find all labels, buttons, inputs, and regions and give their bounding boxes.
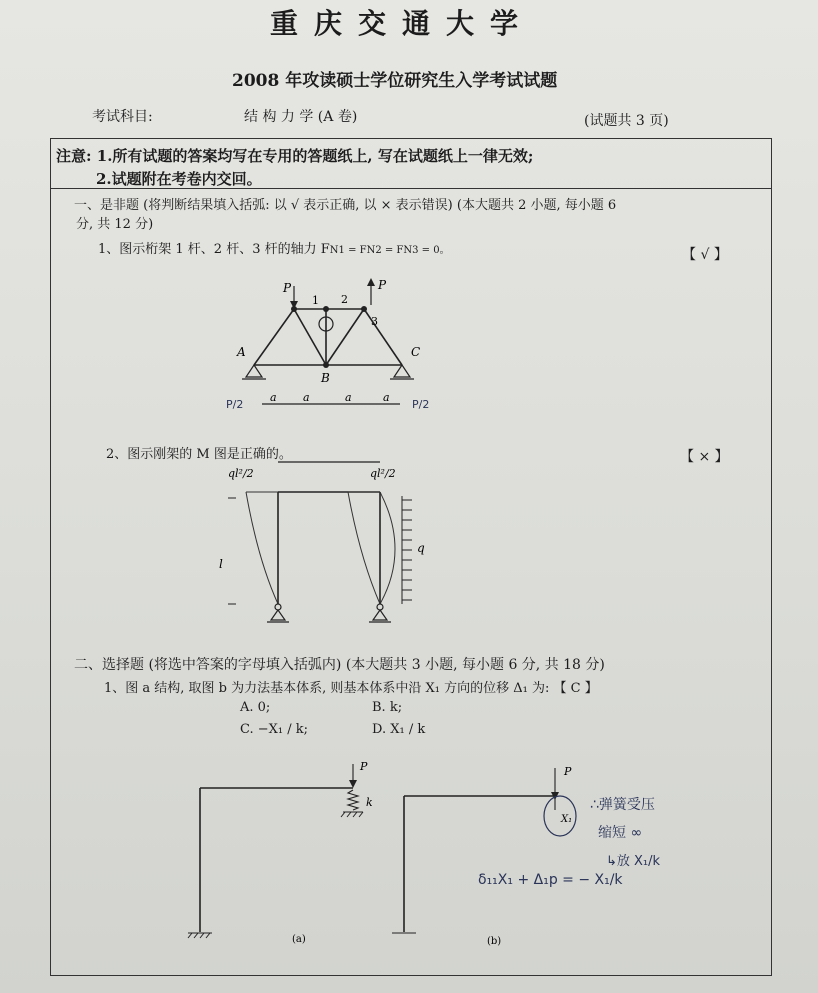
page-count: (试题共 3 页)	[584, 113, 669, 129]
section1-title-cont: 分, 共 12 分)	[76, 217, 154, 232]
truss-load-right: P	[378, 278, 387, 292]
bar-3-label: 3	[371, 315, 378, 328]
height-l-label: l	[219, 557, 223, 571]
s2-q1-text: 1、图 a 结构, 取图 b 为力法基本体系, 则基本体系中沿 X₁ 方向的位移 Δ₁ 为: 【 C 】	[104, 681, 598, 696]
hw-note-3: ↳放 X₁/k	[606, 854, 661, 869]
option-d: D. X₁ / k	[372, 722, 426, 737]
notice-line-1: 注意: 1.所有试题的答案均写在专用的答题纸上, 写在试题纸上一律无效;	[56, 147, 534, 165]
hw-note-2: 缩短 ∞	[598, 825, 643, 841]
hw-reaction-right: P/2	[412, 398, 430, 411]
span-a-1: a	[270, 391, 277, 404]
load-p-b: P	[564, 765, 572, 778]
q1-answer-bracket: 【 √ 】	[682, 247, 728, 263]
fig-a-caption: (a)	[292, 934, 306, 945]
hw-note-1: ∴弹簧受压	[590, 797, 655, 813]
fig-b-caption: (b)	[487, 936, 502, 947]
section2-title: 二、选择题 (将选中答案的字母填入括弧内) (本大题共 3 小题, 每小题 6 分, 共 18 分)	[74, 657, 605, 673]
load-q-label: q	[417, 541, 425, 555]
moment-right-label: ql²/2	[370, 467, 396, 480]
span-a-4: a	[383, 391, 390, 404]
exam-title: 2008 年攻读硕士学位研究生入学考试试题	[232, 71, 558, 91]
q1-text-main: 1、图示桁架 1 杆、2 杆、3 杆的轴力 F	[98, 242, 330, 257]
load-p-a: P	[360, 760, 368, 773]
notice-line-2: 2.试题附在考卷内交回。	[96, 170, 262, 188]
span-a-2: a	[303, 391, 310, 404]
option-c: C. −X₁ / k;	[240, 722, 309, 737]
hw-reaction-left: P/2	[226, 398, 244, 411]
option-a: A. 0;	[240, 700, 271, 715]
node-a-label: A	[237, 345, 246, 359]
hw-equation: δ₁₁X₁ + Δ₁p = − X₁/k	[478, 872, 623, 888]
section1-title: 一、是非题 (将判断结果填入括弧: 以 √ 表示正确, 以 × 表示错误) (本大题共 2 小题, 每小题 6	[74, 198, 617, 213]
q1-formula: N1 = FN2 = FN3 = 0。	[329, 245, 450, 256]
q2-text: 2、图示刚架的 M 图是正确的。	[106, 447, 292, 462]
span-a-3: a	[345, 391, 352, 404]
truss-load-left: P	[283, 281, 292, 295]
bar-2-label: 2	[341, 293, 348, 306]
university-name: 重庆交通大学	[270, 7, 535, 40]
subject-name: 结 构 力 学 (A 卷)	[244, 109, 358, 125]
x1-label: X₁	[561, 814, 573, 825]
subject-label: 考试科目:	[92, 109, 153, 125]
option-b: B. k;	[372, 700, 403, 715]
bar-1-label: 1	[312, 294, 319, 307]
moment-left-label: ql²/2	[228, 467, 254, 480]
node-c-label: C	[411, 345, 421, 359]
spring-k-label: k	[366, 796, 373, 809]
node-b-label: B	[321, 371, 330, 385]
q2-answer-bracket: 【 × 】	[680, 449, 729, 465]
